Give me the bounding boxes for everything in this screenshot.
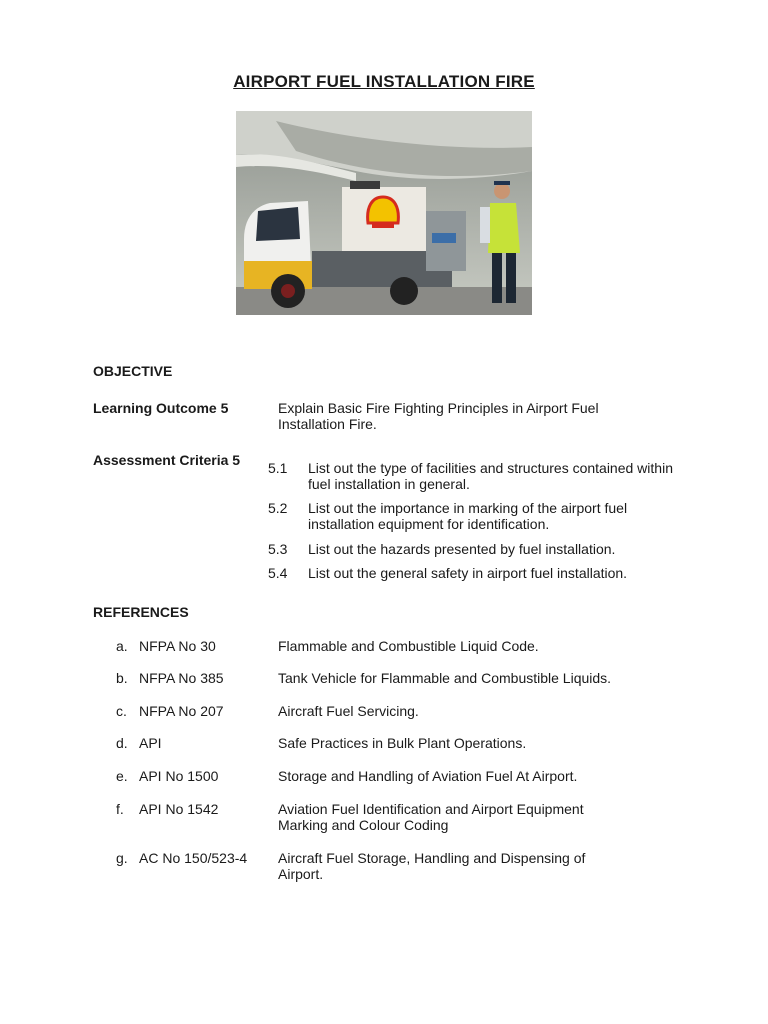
reference-letter: c. [116, 703, 127, 719]
reference-description: Aviation Fuel Identification and Airport Equipment Marking and Colour Coding [278, 801, 584, 833]
reference-code: NFPA No 207 [139, 703, 224, 719]
criteria-text: List out the importance in marking of the airport fuel installation equipment for identification. [308, 500, 628, 532]
reference-code: NFPA No 385 [139, 670, 224, 686]
reference-description: Aircraft Fuel Storage, Handling and Dispensing of Airport. [278, 850, 586, 882]
reference-code: NFPA No 30 [139, 638, 216, 654]
reference-letter: a. [116, 638, 128, 654]
fuel-truck-illustration [236, 111, 532, 315]
criteria-number: 5.3 [268, 541, 288, 557]
reference-letter: e. [116, 768, 128, 784]
reference-letter: g. [116, 850, 128, 866]
criteria-text: List out the hazards presented by fuel installation. [308, 541, 616, 557]
shell-logo-icon [368, 197, 399, 228]
learning-outcome-text: Explain Basic Fire Fighting Principles in Airport Fuel Installation Fire. [278, 400, 599, 432]
reference-code: API [139, 735, 162, 751]
reference-description: Tank Vehicle for Flammable and Combustible Liquids. [278, 670, 612, 686]
reference-description: Storage and Handling of Aviation Fuel At Airport. [278, 768, 578, 784]
reference-letter: b. [116, 670, 128, 686]
criteria-number: 5.1 [268, 460, 288, 476]
objective-heading: OBJECTIVE [93, 363, 173, 379]
references-heading: REFERENCES [93, 604, 189, 620]
reference-letter: d. [116, 735, 128, 751]
page-title: AIRPORT FUEL INSTALLATION FIRE [233, 72, 535, 91]
reference-code: API No 1542 [139, 801, 219, 817]
assessment-criteria-label: Assessment Criteria 5 [93, 452, 241, 468]
reference-description: Aircraft Fuel Servicing. [278, 703, 419, 719]
criteria-text: List out the general safety in airport fuel installation. [308, 565, 628, 581]
reference-code: AC No 150/523-4 [139, 850, 248, 866]
reference-description: Safe Practices in Bulk Plant Operations. [278, 735, 527, 751]
fuel-truck-photo [236, 111, 532, 315]
reference-code: API No 1500 [139, 768, 219, 784]
reference-description: Flammable and Combustible Liquid Code. [278, 638, 539, 654]
reference-letter: f. [116, 801, 124, 817]
criteria-text: List out the type of facilities and structures contained within fuel installation in general. [308, 460, 673, 492]
criteria-number: 5.4 [268, 565, 288, 581]
learning-outcome-label: Learning Outcome 5 [93, 400, 229, 416]
criteria-number: 5.2 [268, 500, 288, 516]
